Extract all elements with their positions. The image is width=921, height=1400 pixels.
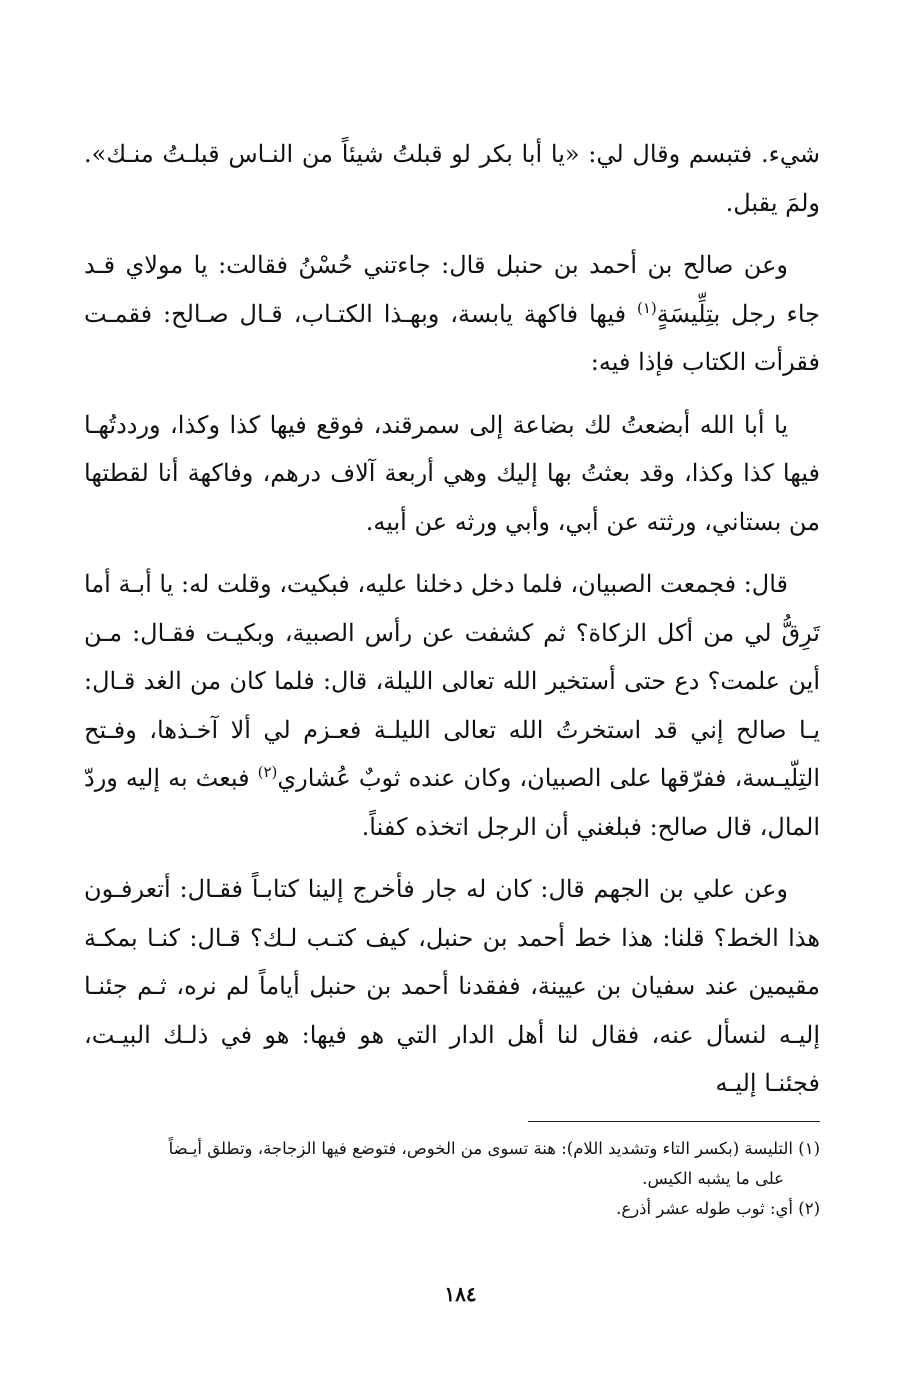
footnote-1-continuation-text: على ما يشبه الكيس. bbox=[642, 1169, 784, 1188]
paragraph-4-text-after: فبعث به إليه وردّ المال، قال صالح: فبلغني أن الرجل اتخذه كفناً. bbox=[84, 764, 820, 841]
paragraph-2-text-after: فيها فاكهة يابسة، وبهـذا الكتـاب، قـال صـالح: فقمـت فقرأت الكتاب فإذا فيه: bbox=[84, 299, 820, 376]
footnote-1-number: (١) bbox=[798, 1139, 820, 1158]
footnote-1-continuation bbox=[84, 1164, 820, 1194]
footnote-2 bbox=[84, 1194, 820, 1224]
paragraph-5-text: وعن علي بن الجهم قال: كان له جار فأخرج إلينا كتابـاً فقـال: أتعرفـون هذا الخط؟ قلنا: هذا خط أحمد بن حنبل، كيف كتـب لـك؟ قـال: كنـا بمكـة مقيمين عند سفيان بن عيينة، ففقدنا أحمد بن حنبل أياماً لم نره، ثـم جئنـا إليـه لنسأل عنه، فقال لنا أهل الدار التي هو فيها: هو في ذلـك البيـت، فجئنـا إليـه bbox=[84, 875, 821, 1097]
footnote-marker-1[interactable]: (١) bbox=[636, 298, 657, 317]
page-number: ١٨٤ bbox=[444, 1282, 477, 1306]
footnote-divider bbox=[528, 1121, 820, 1122]
paragraph-3-text: يا أبا الله أبضعتُ لك بضاعة إلى سمرقند، فوقع فيها كذا وكذا، ورددتُهـا فيها كذا وكذا، وقد بعثتُ بها إليك وهي أربعة آلاف درهم، وفاكهة أنا لقطتها من بستاني، ورثته عن أبي، وأبي ورثه عن أبيه. bbox=[84, 410, 820, 536]
paragraph-2-text-before: وعن صالح بن أحمد بن حنبل قال: جاءتني حُسْنُ فقالت: يا مولاي قـد جاء رجل بتِلِّيسَةٍ bbox=[84, 251, 820, 328]
paragraph-1-text: شيء. فتبسم وقال لي: «يا أبا بكر لو قبلتُ شيئاً من النـاس قبلـتُ منـك». ولمَ يقبل. bbox=[84, 140, 820, 217]
main-text bbox=[84, 130, 820, 1122]
paragraph-2 bbox=[84, 241, 820, 387]
footnote-2-number: (٢) bbox=[798, 1199, 820, 1218]
paragraph-5 bbox=[84, 865, 820, 1108]
paragraph-3 bbox=[84, 401, 820, 547]
footnotes bbox=[84, 1134, 820, 1224]
paragraph-1 bbox=[84, 130, 820, 227]
paragraph-4 bbox=[84, 560, 820, 851]
footnote-2-text: أي: ثوب طوله عشر أذرع. bbox=[616, 1199, 799, 1218]
footnote-1-text: التليسة (بكسر التاء وتشديد اللام): هنة تسوى من الخوص، فتوضع فيها الزجاجة، وتطلق أيـضاً bbox=[168, 1139, 799, 1158]
footnote-marker-2[interactable]: (٢) bbox=[257, 763, 278, 781]
paragraph-4-text-before: قال: فجمعت الصبيان، فلما دخل دخلنا عليه، فبكيت، وقلت له: يا أبـة أما تَرِقُّ لي من أكل الزكاة؟ ثم كشفت عن رأس الصبية، وبكيـت فقـال: مـن أين علمت؟ دع حتى أستخير الله تعالى الليلة، قال: فلما كان من الغد قـال: يـا صالح إني قد استخرتُ الله تعالى الليلـة فعـزم لي ألا آخـذها، وفـتح التِلّيـسة، ففرّقها على الصبيان، وكان عنده ثوبٌ عُشاري bbox=[84, 570, 820, 792]
footnote-1 bbox=[84, 1134, 820, 1164]
